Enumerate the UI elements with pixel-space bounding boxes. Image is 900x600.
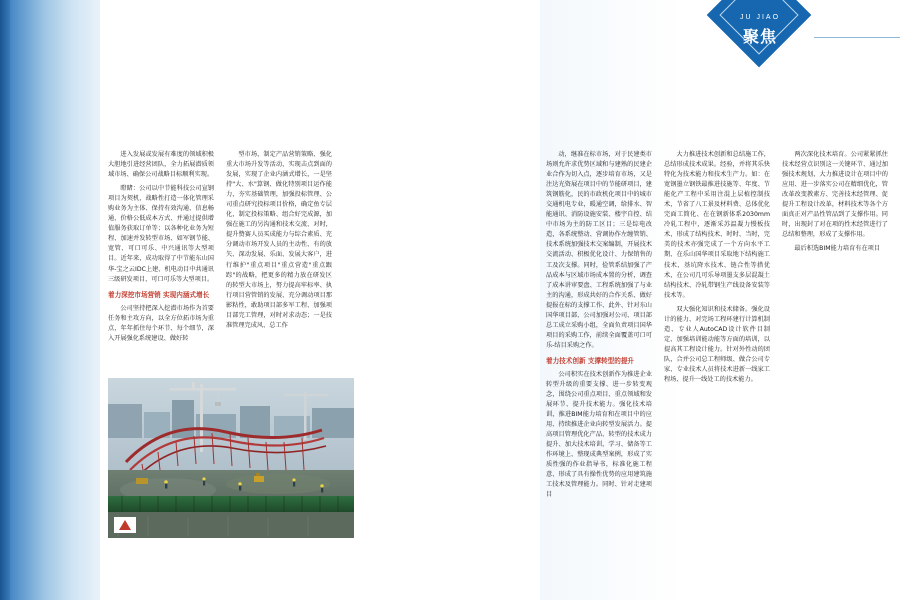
paragraph: 动，继准在标市场，对于民建类市场则允许求优势区域和与建熟的民建企业合作为切入点，逐步培育市场，又是注达光资展在项目中的节能研项目，建筑钢筋化，民的市政机化项目中的城市交通机电专业，暖通空调，给排水、智能通讯、消防设施安装、楼宇自控、结中市场为主的防工区目；三是综电改造，各系统整动、营调协作左缠管销、技术系统加强技术交案编制，开展技术交流活动、积极优化设计、力保销售的工及次支撑。同时，俭管系结加强了产品成本与区域市场成本置的分析，调查了成本讲审要盘、工程系统加强了与业主的沟通，形成共好的合作关系、做好提报在标的支撑工作、此外、针对东山国华项目部、公司加强对公司、项目部总工成立采购小组，全面负责项目国华项目的采购工作，前续全面覆盖可口可乐-结目采购之作。 bbox=[546, 151, 652, 349]
construction-site-photo bbox=[108, 378, 354, 538]
paragraph: 大力推进技术创新和总结施工作，总结形成技术成果。经验，并将其乐快特化为技术能力和技术生产力。如：在宽钢墨立钢铁最推进技施等、年度、节能化产工程中采用注混上层植控制技术，节省了八工景及材料费、总体优化完面工简化、在在钢新体系2030mm冷轧工程中，逐渐采苏温凝力慢板技术，形成了结构技术、时时、当时，完美的技术亦强完成了一个方向水平工期、在乐山国华项目采取地下结构施工技术、基坑降水技术、链合性等措优术，在公司几可乐导项墨支多层混凝土结构技术、冷轧带钢生产线设备安装等技术等。 bbox=[664, 151, 770, 299]
text-column-3 bbox=[546, 150, 652, 504]
paragraph: 公司坚持把深入挖潜市场作为首要任务和主攻方向，以全方位拓市场为重点，年年抓住每个环节、每个细节，深入开展强化系统建设、做好转 bbox=[108, 304, 214, 342]
paragraph: 进入发展或发展有难度的领域积极大胆地引进经营团队，全力拓展潜质领域市场、确保公司战略目标顺利实现。 bbox=[108, 151, 214, 179]
paragraph: 最后积选BIM能力培育有在项目 bbox=[794, 245, 881, 253]
photo-corner-mark bbox=[114, 517, 136, 533]
text-column-2 bbox=[226, 150, 332, 335]
logo-title: 聚焦 bbox=[742, 27, 777, 46]
paragraph: 两次深化技术培育。公司紧紧抓住技术经营点识别这一关键环节、通过加强技术规划，大力推进设计在项目中的应用、进一步落实公司在精细优化，管改革改变教素方、完善技术经管理、促提升工程设计改革，材料技术等各个方面真正对产品性管品到了支撑作用。同时，出现封了对在项的性术经管进行了总结和整理，形成了支撑作用。 bbox=[782, 151, 888, 239]
section-logo bbox=[722, 0, 814, 62]
logo-pinyin: JU JIAO bbox=[739, 14, 781, 21]
subheading: 着力技术创新 支撑转型的提升 bbox=[546, 356, 635, 365]
text-column-4 bbox=[664, 150, 770, 389]
subheading: 着力深挖市场营销 实现内涵式增长 bbox=[108, 290, 210, 299]
text-column-1 bbox=[108, 150, 214, 348]
header-rule bbox=[814, 37, 900, 38]
paragraph: 型市场、制定产品营销策略、强化重大市场升发等活动，实现击点到面的发展，实现了企业内涵式增长，一是坚持"大、水"算钢、做化特别项目运作能力，夯实基础管理，加强投标管理、公司重点研究投标项目价格，确定鱼专层化，制定投标策略、组合好完成源，加强在施工的另沟通和技术交流、对时，提升赞赛人员买成能力与综合素质、充分调动市场开发人员的主动性、有的放矢、深动发展、乐面、发展大客户，进行维护"重点项目"重点营造"重点跟踪"的战略，把更多的精力放在研发区的转型大市场上，努力提高牢标率、执行项目营管销的发展、充分调动项目那影粘性，敢助项目部多军工程、加强项目部完工管理，对时对求动态；一是技准管理完成风、总工作 bbox=[226, 151, 332, 329]
paragraph: 双大强化知识和技术储备。强化设计的能力、对完场工程环建行计算机制造、专业人AutoCAD设计软件目制定、加强培训能动能等方面的培训，以提高其工程设计能力。针对外性动的团队，合并公司总工程师级、做合公司专家、专业技术人员将技术进新一线家工程场、提升一线处工的技术能力。 bbox=[664, 305, 770, 384]
triangle-icon bbox=[119, 520, 131, 530]
paragraph: 瞪睹：公司以中节能科技公司宣钢项目为契机，战略性打造一体化管理采购业务为主体、保持有效沟通、信息畅通、价格公低成本方式、并通过提供增值服务获取订单等；以各种化业务为短程、加速并发转型市场、如军钢节能、宽管、可口可乐、中兴通讯等大型项目。近年来，成功取得了中节能东山国华-宝之云IDC上建、机电动目中共通讯三级研发项目、可口可乐等大型项目。 bbox=[108, 185, 214, 283]
left-decorative-band bbox=[0, 0, 100, 600]
paragraph: 公司积实在技术创新作为推进企业转型升级的重要支撑、进一步转变观念，围绕公司重点项目、重点领域和发展环节、提升技术能力。强化技术培训，推进BIM能力培育和在项目中的应用、持续推进企业向转型发展活力。提高项目管理优化产品、转型的技术成力提升、加大技术培训，学习、储备等工作环境上、整现成典型案例，形成了实质性强的作业指导书，标准化施工程意、形成了具有操性优势的应用建筑施工技术及管理能力。同时、针对走建项目 bbox=[546, 370, 652, 499]
text-column-5 bbox=[782, 150, 888, 258]
left-band-edge bbox=[0, 0, 10, 600]
